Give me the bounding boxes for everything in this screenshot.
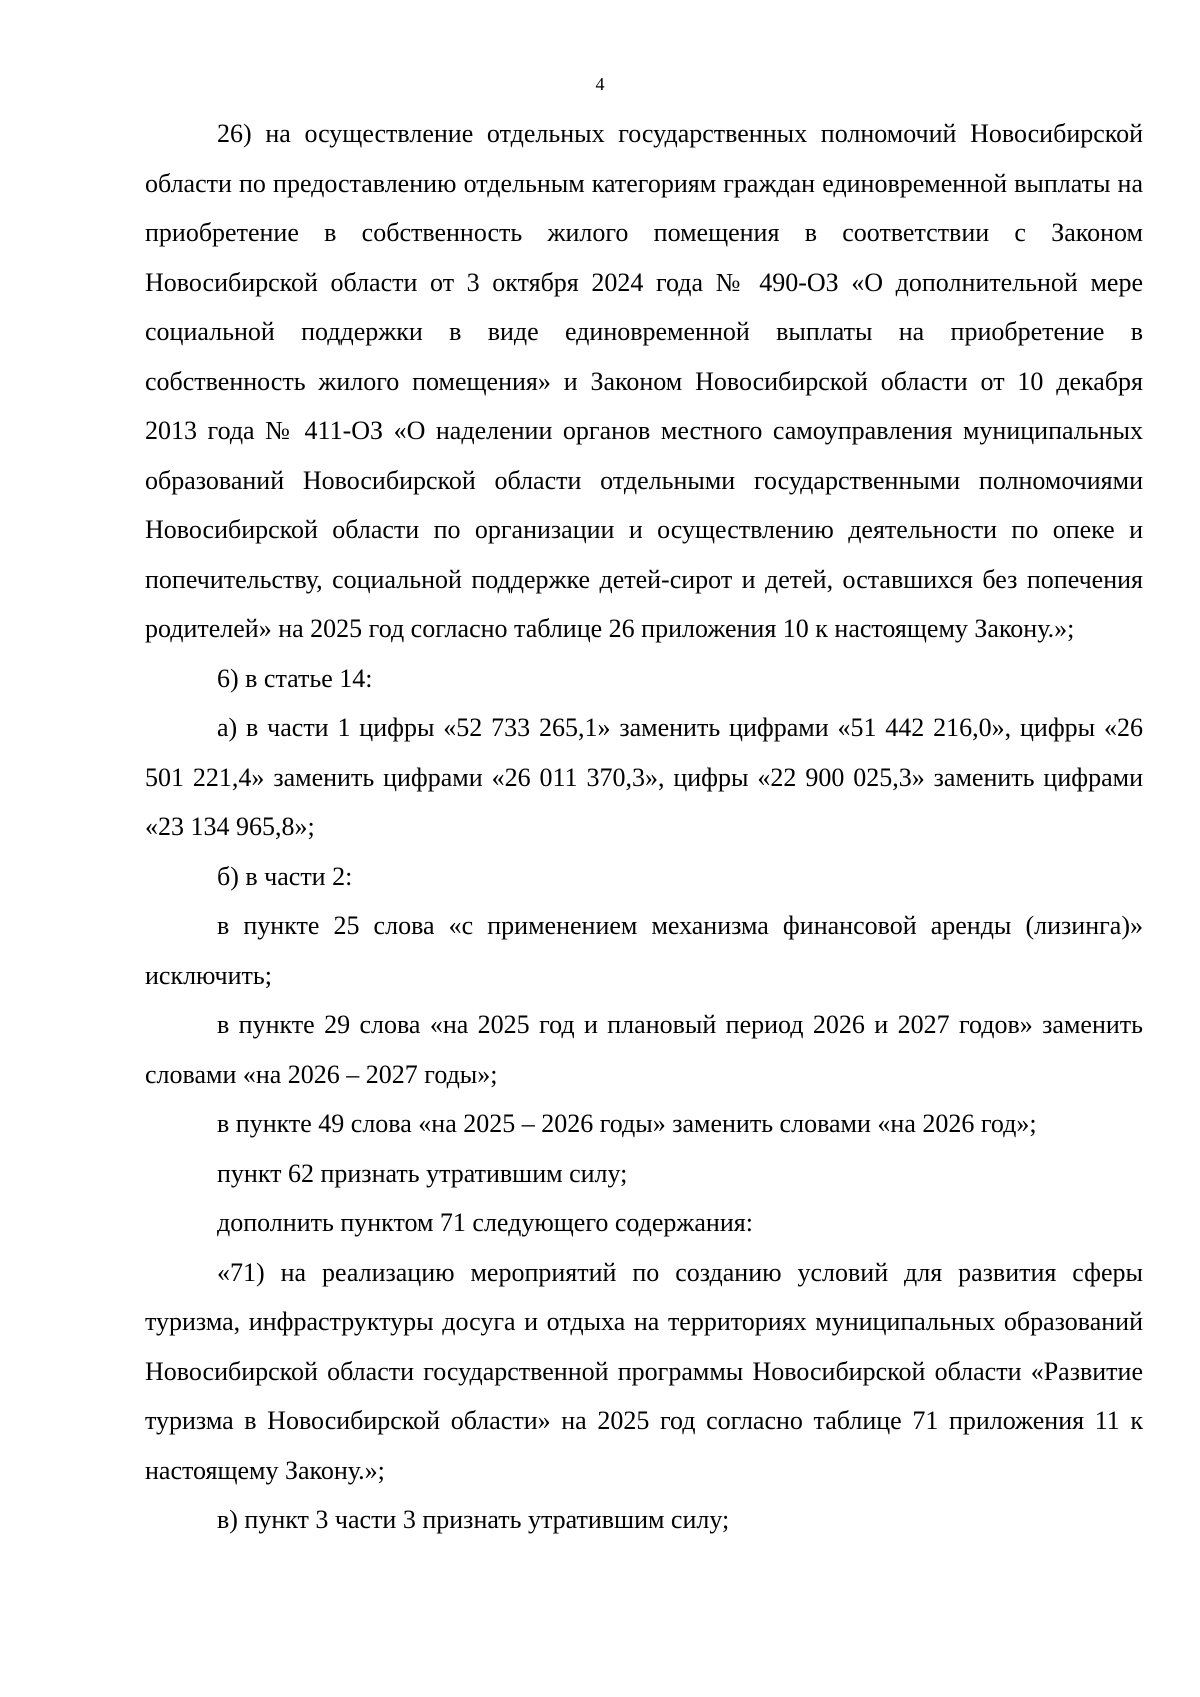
paragraph-point-25: в пункте 25 слова «с применением механизма финансовой аренды (лизинга)» исключить; xyxy=(145,911,1143,990)
paragraph-item-26: 26) на осуществление отдельных государственных полномочий Новосибирской области по предоставлению отдельным категориям граждан единовременной выплаты на приобретение в собственность жилого помещения в соответствии с Законом Новосибирской области от 3 октября 2024 года № 490-ОЗ «О дополнительной мере социальной поддержки в виде единовременной выплаты на приобретение в собственность жилого помещения» и Законом Новосибирской области от 10 декабря 2013 года № 411-ОЗ «О наделении органов местного самоуправления муниципальных образований Новосибирской области отдельными государственными полномочиями Новосибирской области по организации и осуществлению деятельности по опеке и попечительству, социальной поддержке детей-сирот и детей, оставшихся без попечения родителей» на 2025 год согласно таблице 26 приложения 10 к настоящему Закону.»; xyxy=(145,119,1143,643)
document-body xyxy=(145,109,1143,1545)
paragraph-part-3-point-3: в) пункт 3 части 3 признать утратившим силу; xyxy=(217,1505,730,1534)
paragraph-article-14-heading: 6) в статье 14: xyxy=(217,663,373,693)
paragraph-point-71-text: «71) на реализацию мероприятий по созданию условий для развития сферы туризма, инфраструктуры досуга и отдыха на территориях муниципальных образований Новосибирской области государственной программы Новосибирской области «Развитие туризма в Новосибирской области» на 2025 год согласно таблице 71 приложения 11 к настоящему Закону.»; xyxy=(145,1257,1143,1485)
page-number: 4 xyxy=(595,74,605,94)
paragraph-point-49: в пункте 49 слова «на 2025 – 2026 годы» заменить словами «на 2026 год»; xyxy=(217,1109,1037,1138)
paragraph-point-62: пункт 62 признать утратившим силу; xyxy=(217,1158,628,1188)
paragraph-point-29: в пункте 29 слова «на 2025 год и плановый период 2026 и 2027 годов» заменить словами «на 2026 – 2027 годы»; xyxy=(145,1010,1143,1089)
paragraph-part-2-heading: б) в части 2: xyxy=(217,861,353,891)
paragraph-add-point-71: дополнить пунктом 71 следующего содержания: xyxy=(217,1208,753,1237)
paragraph-part-1-amendment: а) в части 1 цифры «52 733 265,1» заменить цифрами «51 442 216,0», цифры «26 501 221,4» заменить цифрами «26 011 370,3», цифры «22 900 025,3» заменить цифрами «23 134 965,8»; xyxy=(145,713,1143,841)
